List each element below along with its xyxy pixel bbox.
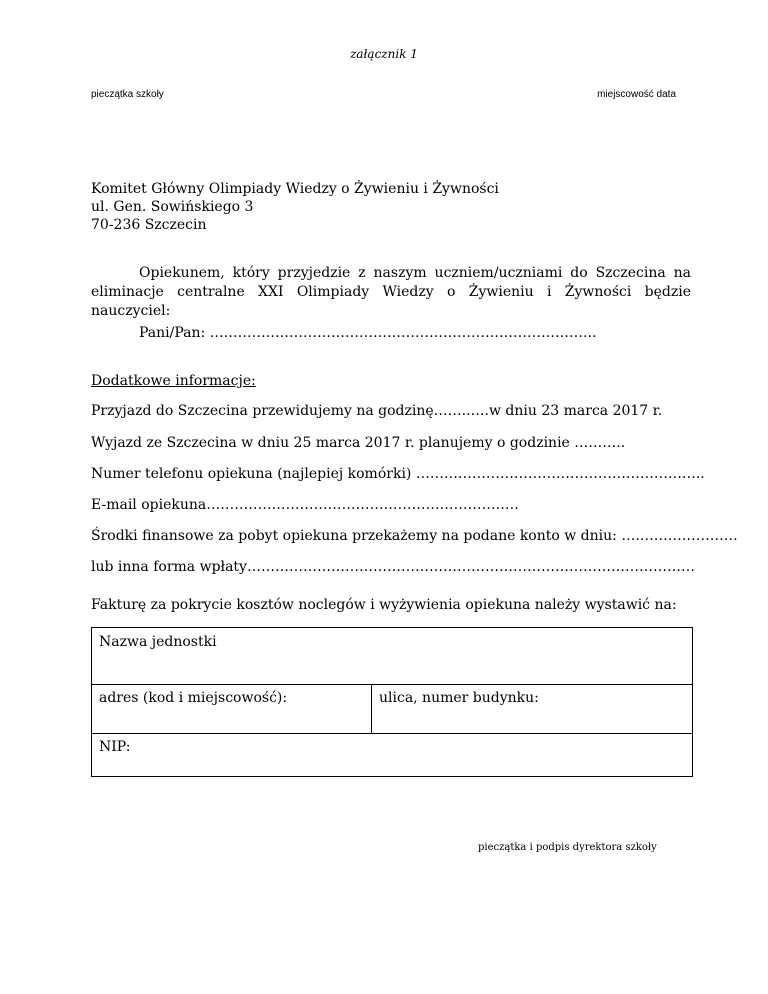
funds-line: Środki finansowe za pobyt opiekuna przekażemy na podane konto w dniu: ….………………… <box>91 528 738 544</box>
nip-row[interactable] <box>92 733 692 776</box>
payment-form-line: lub inna forma wpłaty…………………………………………………………………………………… <box>91 559 695 575</box>
recipient-street: ul. Gen. Sowińskiego 3 <box>91 199 254 215</box>
departure-line: Wyjazd ze Szczecina w dniu 25 marca 2017 r. planujemy o godzinie ……….. <box>91 435 626 451</box>
unit-name-label: Nazwa jednostki <box>99 634 217 650</box>
intro-paragraph: Opiekunem, który przyjedzie z naszym uczniem/uczniami do Szczecina na eliminacje centralne XXI Olimpiady Wiedzy o Żywieniu i Żywności będzie nauczyciel: <box>91 265 691 319</box>
school-stamp-label: pieczątka szkoły <box>91 89 164 100</box>
arrival-line: Przyjazd do Szczecina przewidujemy na godzinę……..….w dniu 23 marca 2017 r. <box>91 403 663 419</box>
signature-label: pieczątka i podpis dyrektora szkoły <box>478 842 657 853</box>
place-date-label: miejscowość data <box>597 89 676 100</box>
street-cell[interactable] <box>372 684 692 733</box>
invoice-heading: Fakturę za pokrycie kosztów noclegów i wyżywienia opiekuna należy wystawić na: <box>91 597 677 613</box>
guardian-name-line: Pani/Pan: ……………………………………………………………………….. <box>139 325 597 341</box>
invoice-table <box>91 627 693 777</box>
recipient-city: 70-236 Szczecin <box>91 217 207 233</box>
additional-info-heading: Dodatkowe informacje: <box>91 373 256 389</box>
unit-name-row[interactable] <box>92 628 692 685</box>
attachment-label: załącznik 1 <box>350 47 418 61</box>
address-cell[interactable] <box>92 684 372 733</box>
nip-label: NIP: <box>99 739 131 755</box>
street-label: ulica, numer budynku: <box>379 690 539 706</box>
phone-line: Numer telefonu opiekuna (najlepiej komórki) …………………………………………………….. <box>91 466 705 482</box>
recipient-name: Komitet Główny Olimpiady Wiedzy o Żywieniu i Żywności <box>91 181 499 197</box>
email-line: E-mail opiekuna…………………………………………………………. <box>91 497 519 513</box>
address-label: adres (kod i miejscowość): <box>99 690 288 706</box>
address-row <box>92 684 692 734</box>
